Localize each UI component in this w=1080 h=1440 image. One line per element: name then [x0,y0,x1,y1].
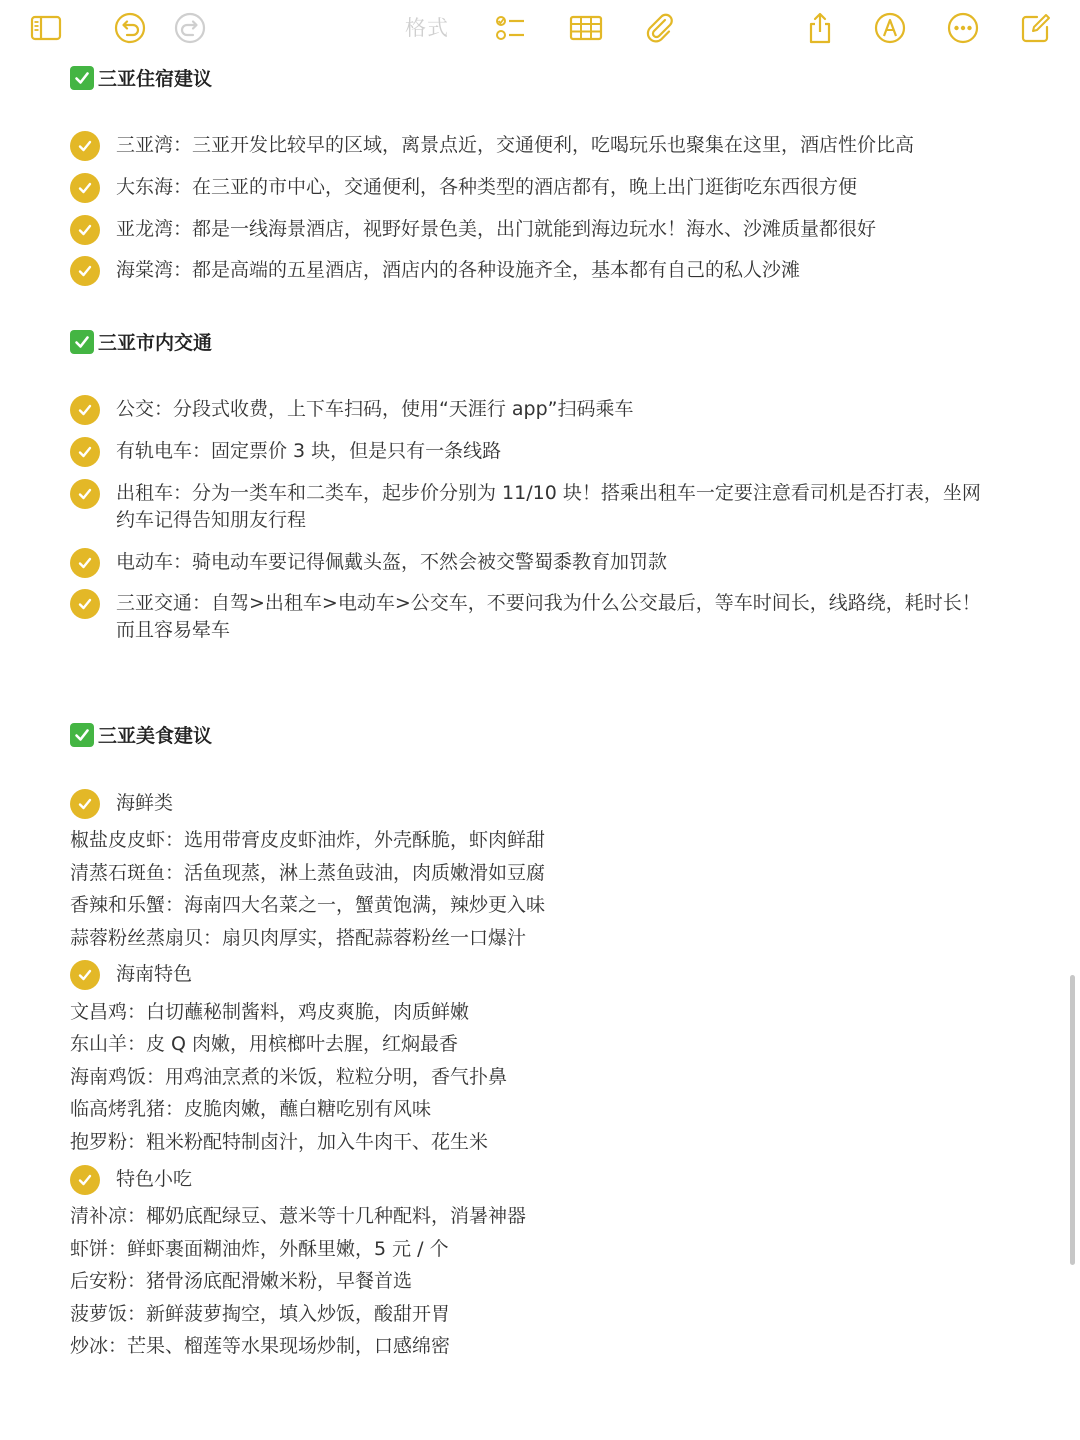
section-heading-lodging [70,64,212,91]
markup-icon[interactable] [870,8,910,48]
checked-circle-icon[interactable] [70,789,100,819]
table-icon[interactable] [566,8,606,48]
food-line: 后安粉：猪骨汤底配滑嫩米粉，早餐首选 [70,1270,413,1292]
checklist-item [70,215,986,245]
checklist-item-text: 海棠湾：都是高端的五星酒店，酒店内的各种设施齐全，基本都有自己的私人沙滩 [116,259,801,281]
food-line: 东山羊：皮 Q 肉嫩，用槟榔叶去腥，红焖最香 [70,1033,459,1055]
section-heading-transport [70,328,212,355]
green-check-icon [70,66,94,90]
share-icon[interactable] [800,8,840,48]
section-title: 三亚美食建议 [98,725,213,747]
food-line: 清补凉：椰奶底配绿豆、薏米等十几种配料，消暑神器 [70,1205,527,1227]
checklist-item [70,437,986,467]
compose-icon[interactable] [1016,8,1056,48]
checklist-item [70,131,986,161]
more-icon[interactable] [943,8,983,48]
green-check-icon [70,330,94,354]
checklist-item [70,479,986,534]
food-group-snacks [70,1165,986,1195]
section-title: 三亚市内交通 [98,332,213,354]
checklist-item-text: 亚龙湾：都是一线海景酒店，视野好景色美，出门就能到海边玩水！海水、沙滩质量都很好 [116,218,877,240]
checklist-item-text: 三亚交通：自驾>出租车>电动车>公交车，不要问我为什么公交最后，等车时间长，线路绕，耗时长！而且容易晕车 [116,592,981,641]
food-group-label: 特色小吃 [116,1168,193,1190]
food-line: 临高烤乳猪：皮脆肉嫩，蘸白糖吃别有风味 [70,1098,432,1120]
food-line: 文昌鸡：白切蘸秘制酱料，鸡皮爽脆，肉质鲜嫩 [70,1001,470,1023]
checked-circle-icon[interactable] [70,479,100,509]
food-line: 香辣和乐蟹：海南四大名菜之一，蟹黄饱满，辣炒更入味 [70,894,546,916]
food-group-label: 海鲜类 [116,792,174,814]
food-line: 海南鸡饭：用鸡油烹煮的米饭，粒粒分明，香气扑鼻 [70,1066,508,1088]
section-heading-food [70,721,212,748]
food-line: 炒冰：芒果、榴莲等水果现场炒制，口感绵密 [70,1335,451,1357]
food-group-seafood [70,789,986,819]
format-title[interactable]: 格式 [405,16,449,40]
food-line: 菠萝饭：新鲜菠萝掏空，填入炒饭，酸甜开胃 [70,1303,451,1325]
checklist-item [70,548,986,578]
checklist-item-text: 三亚湾：三亚开发比较早的区域，离景点近，交通便利，吃喝玩乐也聚集在这里，酒店性价比高 [116,134,915,156]
checklist-icon[interactable] [490,8,530,48]
checked-circle-icon[interactable] [70,960,100,990]
checked-circle-icon[interactable] [70,589,100,619]
checked-circle-icon[interactable] [70,437,100,467]
checked-circle-icon[interactable] [70,215,100,245]
checklist-item-text: 公交：分段式收费，上下车扫码，使用“天涯行 app”扫码乘车 [116,398,634,420]
food-line: 椒盐皮皮虾：选用带膏皮皮虾油炸，外壳酥脆，虾肉鲜甜 [70,829,546,851]
checklist-item [70,589,986,644]
checklist-item-text: 电动车：骑电动车要记得佩戴头盔，不然会被交警蜀黍教育加罚款 [116,551,668,573]
checked-circle-icon[interactable] [70,395,100,425]
food-line: 清蒸石斑鱼：活鱼现蒸，淋上蒸鱼豉油，肉质嫩滑如豆腐 [70,862,546,884]
toolbar [0,0,1080,56]
paperclip-icon[interactable] [640,8,680,48]
food-line: 蒜蓉粉丝蒸扇贝：扇贝肉厚实，搭配蒜蓉粉丝一口爆汁 [70,927,527,949]
checked-circle-icon[interactable] [70,131,100,161]
section-title: 三亚住宿建议 [98,68,213,90]
checklist-item [70,173,986,203]
checklist-item-text: 出租车：分为一类车和二类车，起步价分别为 11/10 块！搭乘出租车一定要注意看司机是否打表，坐网约车记得告知朋友行程 [116,482,981,531]
checklist-item [70,256,986,286]
checklist-item [70,395,986,425]
food-group-hainan [70,960,986,990]
checklist-item-text: 大东海：在三亚的市中心，交通便利，各种类型的酒店都有，晚上出门逛街吃东西很方便 [116,176,858,198]
checked-circle-icon[interactable] [70,256,100,286]
food-line: 抱罗粉：粗米粉配特制卤汁，加入牛肉干、花生米 [70,1131,489,1153]
checked-circle-icon[interactable] [70,173,100,203]
food-line: 虾饼：鲜虾裹面糊油炸，外酥里嫩，5 元 / 个 [70,1238,449,1260]
food-group-label: 海南特色 [116,963,193,985]
checked-circle-icon[interactable] [70,1165,100,1195]
vertical-scrollbar[interactable] [1070,975,1075,1265]
green-check-icon [70,723,94,747]
checked-circle-icon[interactable] [70,548,100,578]
checklist-item-text: 有轨电车：固定票价 3 块，但是只有一条线路 [116,440,502,462]
